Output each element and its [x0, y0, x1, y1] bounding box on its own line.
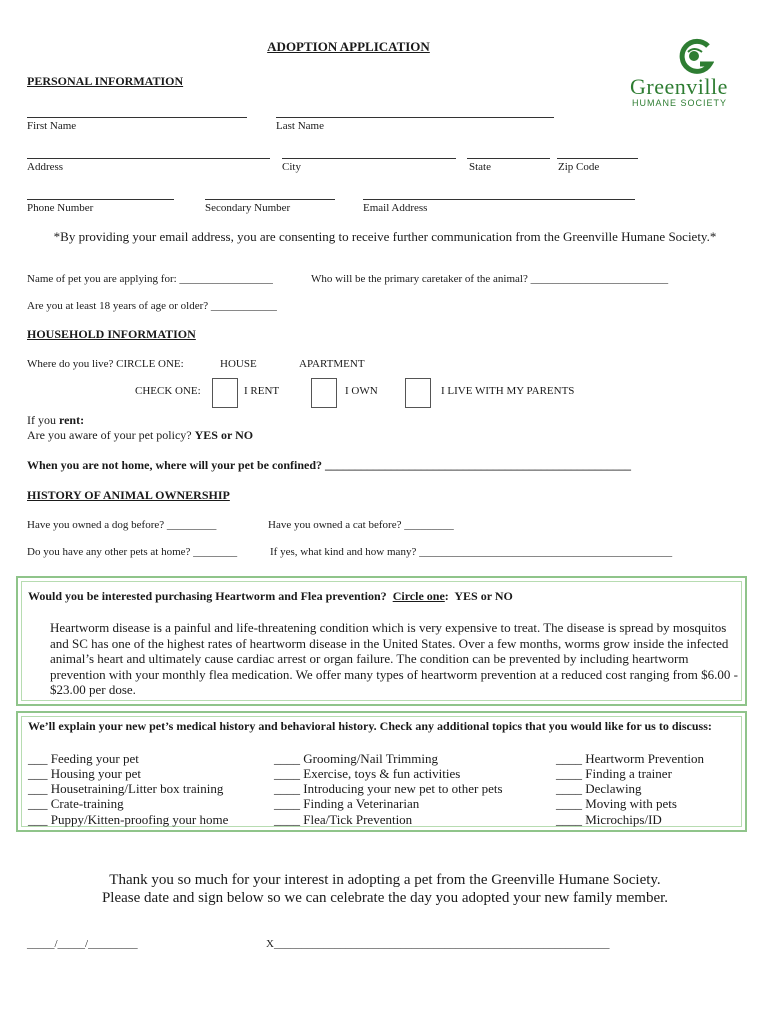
- option-house[interactable]: HOUSE: [220, 358, 257, 370]
- own-label: I OWN: [345, 385, 378, 397]
- topic-item[interactable]: ___ Feeding your pet: [28, 751, 139, 766]
- other-pets-question: Do you have any other pets at home? ________: [27, 546, 238, 558]
- topic-item[interactable]: ___ Puppy/Kitten-proofing your home: [28, 812, 229, 827]
- heartworm-options[interactable]: YES or NO: [454, 589, 513, 603]
- if-rent-line: [27, 413, 84, 428]
- circle-one-colon: :: [444, 589, 449, 603]
- email-line[interactable]: [363, 199, 635, 200]
- section-heading-history: HISTORY OF ANIMAL OWNERSHIP: [27, 488, 230, 502]
- closing-line-1: Thank you so much for your interest in adopting a pet from the Greenville Humane Society.: [109, 872, 661, 888]
- topic-item[interactable]: ____ Flea/Tick Prevention: [274, 812, 413, 827]
- confined-question: When you are not home, where will your pet be confined? ___________________________________________________: [27, 458, 632, 472]
- last-name-line[interactable]: [276, 117, 554, 118]
- city-label: City: [282, 161, 301, 173]
- cat-question: Have you owned a cat before? _________: [268, 519, 454, 531]
- topic-item[interactable]: ____ Heartworm Prevention: [556, 751, 705, 766]
- rent-word: rent:: [59, 413, 85, 427]
- topic-item[interactable]: ____ Microchips/ID: [556, 812, 662, 827]
- heartworm-question: Would you be interested purchasing Heartworm and Flea prevention?: [28, 589, 387, 603]
- state-label: State: [469, 161, 491, 173]
- parents-label: I LIVE WITH MY PARENTS: [441, 385, 575, 397]
- topic-item[interactable]: ____ Exercise, toys & fun activities: [274, 766, 461, 781]
- state-line[interactable]: [467, 158, 550, 159]
- secondary-label: Secondary Number: [205, 202, 291, 214]
- zip-label: Zip Code: [558, 161, 600, 173]
- topic-item[interactable]: ____ Declawing: [556, 781, 642, 796]
- secondary-line[interactable]: [205, 199, 335, 200]
- first-name-line[interactable]: [27, 117, 247, 118]
- option-apartment[interactable]: APARTMENT: [299, 358, 365, 370]
- heartworm-question-line: [28, 589, 513, 604]
- rent-label: I RENT: [244, 385, 280, 397]
- topic-item[interactable]: ____ Moving with pets: [556, 796, 677, 811]
- last-name-label: Last Name: [276, 120, 324, 132]
- date-field[interactable]: _____/_____/_________: [27, 938, 138, 950]
- topic-item[interactable]: ____ Finding a Veterinarian: [274, 796, 420, 811]
- pet-name-question: Name of pet you are applying for: _________________: [27, 273, 273, 285]
- if-you-text: If you: [27, 413, 59, 427]
- phone-label: Phone Number: [27, 202, 94, 214]
- pet-policy-line: [27, 428, 253, 443]
- circle-one-label: Circle one: [392, 589, 445, 603]
- dog-question: Have you owned a dog before? _________: [27, 519, 217, 531]
- caretaker-question: Who will be the primary caretaker of the animal? _________________________: [311, 273, 669, 285]
- own-checkbox[interactable]: [311, 378, 337, 408]
- topic-item[interactable]: ____ Introducing your new pet to other pets: [274, 781, 503, 796]
- topic-item[interactable]: ___ Housetraining/Litter box training: [28, 781, 224, 796]
- section-heading-personal: PERSONAL INFORMATION: [27, 74, 184, 88]
- zip-line[interactable]: [557, 158, 638, 159]
- logo-name: Greenville: [630, 74, 728, 99]
- topics-intro: We’ll explain your new pet’s medical history and behavioral history. Check any additional topics that you would like for us to discuss:: [28, 719, 712, 733]
- email-consent: *By providing your email address, you are consenting to receive further communication from the Greenville Humane Society.*: [53, 229, 717, 244]
- city-line[interactable]: [282, 158, 456, 159]
- address-label: Address: [27, 161, 64, 173]
- closing-line-2: Please date and sign below so we can celebrate the day you adopted your new family member.: [101, 890, 669, 906]
- signature-field[interactable]: X_____________________________________________________________: [266, 938, 610, 950]
- topic-item[interactable]: ____ Finding a trainer: [556, 766, 672, 781]
- dog-cat-g-logo-icon: [678, 38, 714, 78]
- heartworm-paragraph: Heartworm disease is a painful and life-threatening condition which is very expensive to treat. The disease is spread by mosquitos and SC has one of the highest rates of heartworm disease in the United States. Over a few months, worms grow inside the infected animal’s heart and ultimately cause cardiac arrest or organ failure. The condition can be prevented by including heartworm prevention with your monthly flea medication. We offer many types of heartworm prevention at a reduced cost ranging from $6.00 - $23.00 per dose.: [50, 620, 738, 697]
- topic-item[interactable]: ___ Crate-training: [28, 796, 124, 811]
- email-label: Email Address: [363, 202, 428, 214]
- check-one-label: CHECK ONE:: [135, 385, 201, 397]
- rent-checkbox[interactable]: [212, 378, 238, 408]
- topic-item[interactable]: ___ Housing your pet: [28, 766, 142, 781]
- page-title: ADOPTION APPLICATION: [267, 39, 430, 54]
- live-question: Where do you live? CIRCLE ONE:: [27, 358, 184, 370]
- phone-line[interactable]: [27, 199, 174, 200]
- kind-question: If yes, what kind and how many? ______________________________________________: [270, 546, 673, 558]
- age-question: Are you at least 18 years of age or older? ____________: [27, 300, 277, 312]
- pet-policy-options[interactable]: YES or NO: [194, 428, 254, 442]
- logo: [630, 38, 740, 110]
- pet-policy-question: Are you aware of your pet policy?: [27, 428, 195, 442]
- topic-item[interactable]: ____ Grooming/Nail Trimming: [274, 751, 438, 766]
- logo-subtitle: HUMANE SOCIETY: [632, 98, 728, 108]
- parents-checkbox[interactable]: [405, 378, 431, 408]
- section-heading-household: HOUSEHOLD INFORMATION: [27, 327, 196, 341]
- address-line[interactable]: [27, 158, 270, 159]
- first-name-label: First Name: [27, 120, 77, 132]
